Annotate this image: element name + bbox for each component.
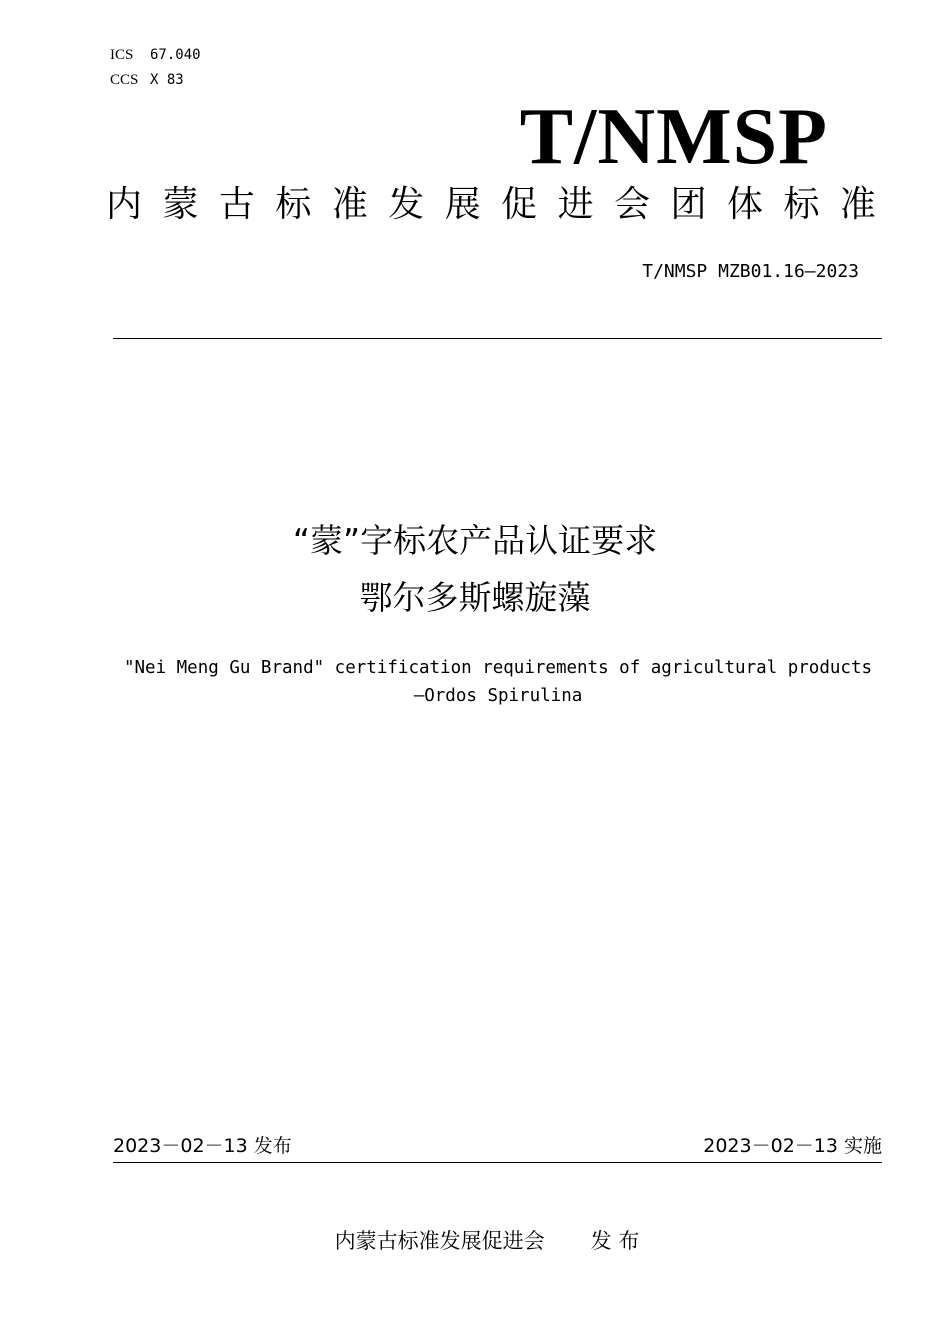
implementation-date: 2023－02－13 实施 bbox=[703, 1135, 882, 1157]
title-chinese-line-1: “蒙”字标农产品认证要求 bbox=[292, 521, 658, 560]
org-title-char: 会 bbox=[614, 184, 651, 225]
ccs-code-row bbox=[110, 71, 184, 89]
org-title-char: 发 bbox=[388, 184, 425, 225]
org-title-char: 团 bbox=[670, 184, 707, 225]
org-title-char: 古 bbox=[218, 184, 255, 225]
title-english-line-2: —Ordos Spirulina bbox=[413, 686, 583, 706]
ccs-label: CCS bbox=[110, 72, 139, 88]
title-chinese-line-2: 鄂尔多斯螺旋藻 bbox=[359, 578, 591, 617]
org-title-char: 标 bbox=[275, 184, 312, 225]
publisher-line bbox=[0, 1226, 950, 1256]
org-title-char: 准 bbox=[839, 184, 876, 225]
org-title-char: 展 bbox=[444, 184, 481, 225]
publisher-action: 发 布 bbox=[590, 1229, 640, 1253]
ics-label: ICS bbox=[110, 47, 134, 63]
release-date: 2023－02－13 发布 bbox=[113, 1135, 292, 1157]
org-title-char: 体 bbox=[726, 184, 763, 225]
standard-number: T/NMSP MZB01.16—2023 bbox=[642, 261, 859, 282]
ics-value: 67.040 bbox=[150, 47, 201, 63]
header-divider bbox=[113, 338, 882, 339]
title-english-line-1: "Nei Meng Gu Brand" certification requirements of agricultural products bbox=[123, 658, 873, 678]
ccs-value: X 83 bbox=[150, 72, 184, 88]
ics-code-row bbox=[110, 46, 201, 64]
org-title-char: 准 bbox=[331, 184, 368, 225]
brand-code: T/NMSP bbox=[519, 93, 828, 181]
org-title-char: 蒙 bbox=[162, 184, 199, 225]
org-title-char: 内 bbox=[106, 184, 143, 225]
publisher-name: 内蒙古标准发展促进会 bbox=[334, 1229, 545, 1253]
org-title-char: 促 bbox=[501, 184, 538, 225]
footer-divider bbox=[113, 1162, 882, 1163]
org-title-char: 进 bbox=[557, 184, 594, 225]
org-title-char: 标 bbox=[783, 184, 820, 225]
organization-title bbox=[106, 182, 876, 228]
